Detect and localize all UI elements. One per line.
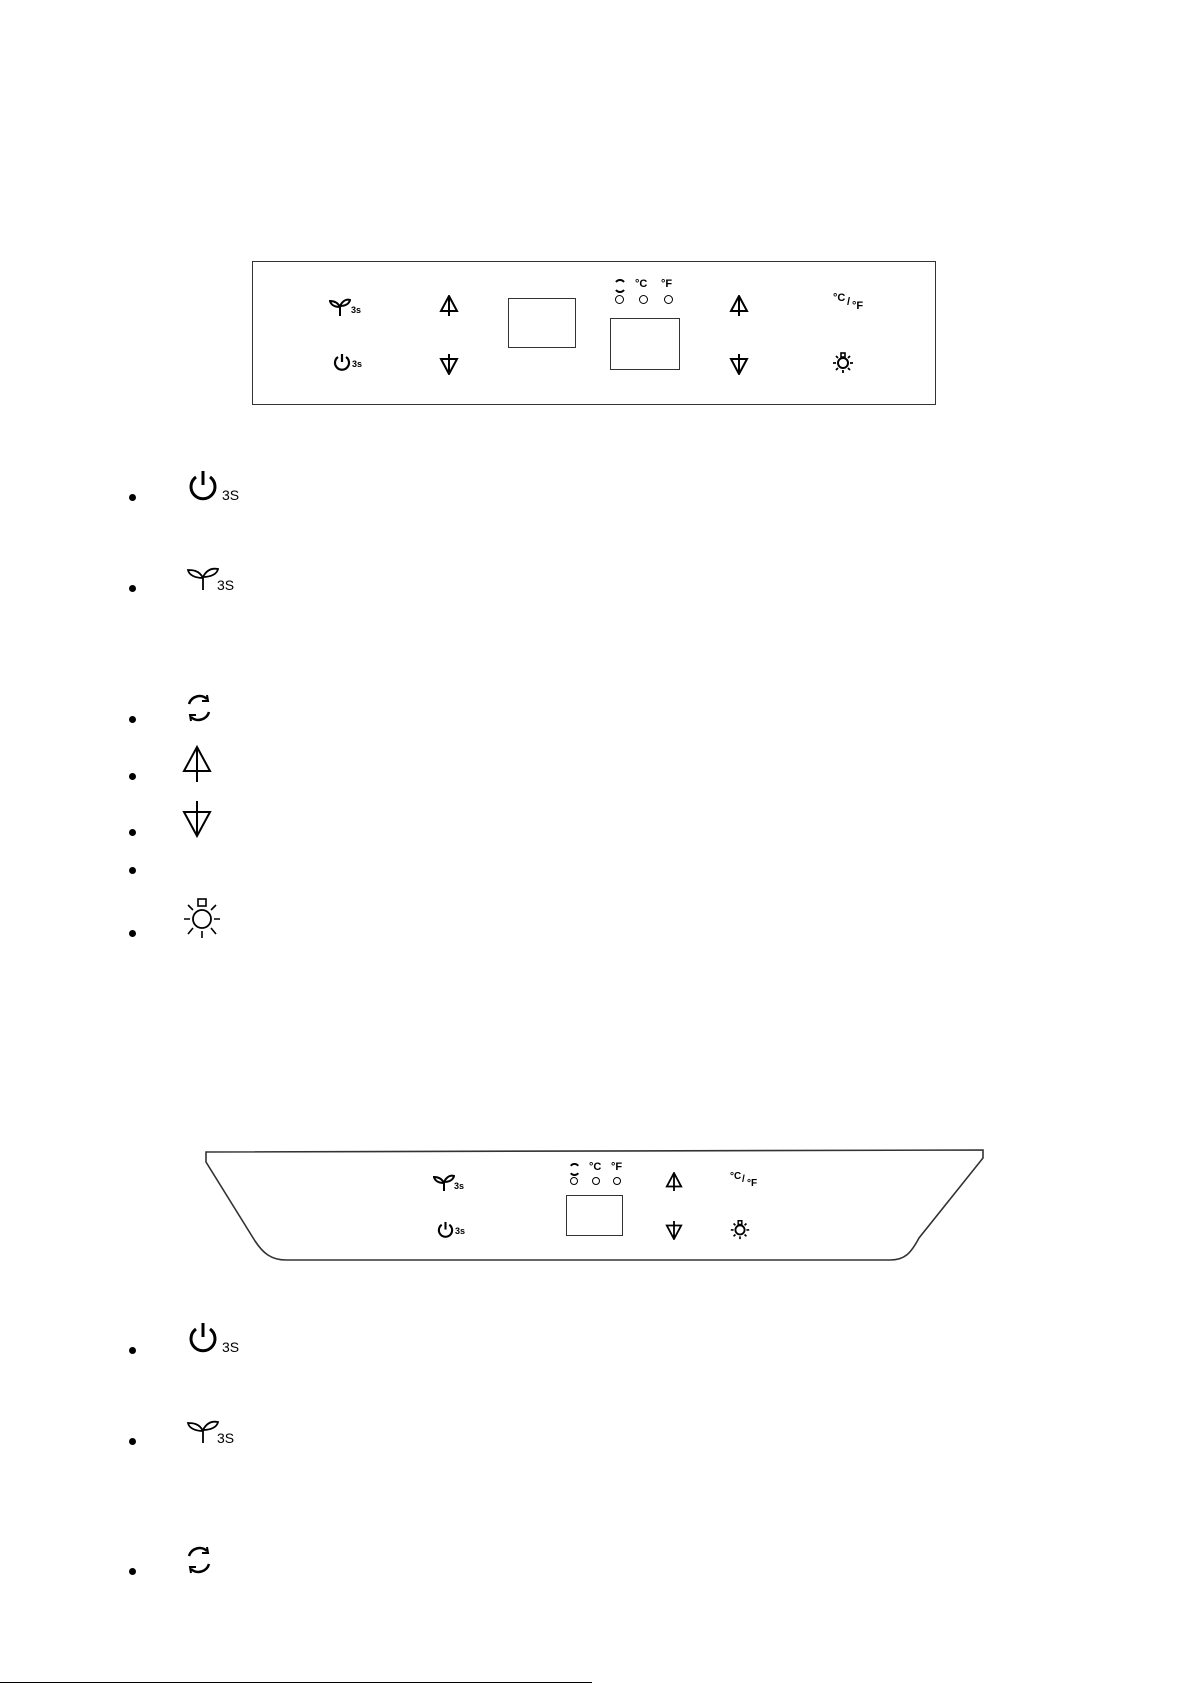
eco-3s-label-2: 3s (454, 1181, 465, 1191)
left-temp-down-button[interactable] (439, 353, 459, 375)
cycle-arrows-icon (184, 1545, 214, 1575)
list-bullet (129, 773, 136, 780)
unit-slash-label-2: / (742, 1174, 745, 1185)
list-bullet (129, 867, 136, 874)
temp-up-button-2[interactable] (665, 1172, 683, 1192)
control-panel-dual-zone (252, 261, 936, 405)
list-bullet (129, 1568, 136, 1575)
fahrenheit-led (664, 295, 673, 304)
down-arrow-icon (439, 353, 459, 375)
legend-power-2 (187, 1322, 219, 1354)
light-bulb-icon (183, 897, 221, 939)
legend-eco-2 (186, 1418, 220, 1444)
celsius-label: °C (635, 278, 648, 290)
up-arrow-icon (439, 295, 459, 317)
cycle-arrows-icon (184, 693, 214, 723)
power-icon (187, 1322, 219, 1354)
cycle-led (615, 295, 624, 304)
unit-f-label-2: °F (747, 1178, 758, 1189)
unit-f-label: °F (852, 300, 864, 312)
celsius-label-2: °C (589, 1161, 602, 1173)
zone-display-2 (566, 1195, 623, 1236)
eco-3s-label: 3s (351, 305, 362, 315)
list-bullet (129, 930, 136, 937)
list-bullet (129, 494, 136, 501)
temp-down-button-2[interactable] (665, 1220, 683, 1240)
legend-up (182, 745, 212, 783)
light-button[interactable] (831, 350, 855, 374)
sprout-icon (433, 1174, 455, 1192)
down-arrow-icon (729, 353, 749, 375)
right-zone-display (610, 318, 680, 370)
list-bullet (129, 1347, 136, 1354)
power-button[interactable] (333, 353, 377, 375)
light-bulb-icon (729, 1218, 751, 1240)
celsius-led (639, 295, 648, 304)
fahrenheit-led-2 (613, 1177, 621, 1185)
power-icon (187, 470, 219, 502)
power-3s-label: 3s (352, 359, 363, 369)
left-zone-display (508, 298, 576, 348)
light-button-2[interactable] (729, 1218, 751, 1240)
list-bullet (129, 585, 136, 592)
right-temp-down-button[interactable] (729, 353, 749, 375)
up-arrow-icon (665, 1172, 683, 1192)
power-button-2[interactable] (437, 1221, 481, 1241)
unit-c-label-2: °C (730, 1171, 742, 1182)
legend-power (187, 470, 219, 502)
sprout-icon (186, 565, 220, 591)
cycle-led-2 (570, 1177, 578, 1185)
eco-button-2[interactable] (433, 1174, 477, 1194)
sprout-icon (329, 297, 351, 317)
fahrenheit-label-2: °F (611, 1161, 623, 1173)
left-temp-up-button[interactable] (439, 295, 459, 317)
unit-toggle-button[interactable] (833, 294, 867, 318)
up-arrow-icon (729, 295, 749, 317)
eco-button[interactable] (329, 297, 373, 319)
light-bulb-icon (831, 350, 855, 374)
list-bullet (129, 829, 136, 836)
right-temp-up-button[interactable] (729, 295, 749, 317)
legend-down (182, 800, 212, 838)
down-arrow-icon (665, 1220, 683, 1240)
cycle-arrows-icon (568, 1163, 581, 1176)
power-icon (437, 1221, 454, 1238)
power-icon (333, 353, 351, 371)
bottom-rule (0, 1682, 592, 1683)
legend-eco (186, 565, 220, 591)
cycle-indicator-2 (568, 1163, 581, 1176)
list-bullet (129, 716, 136, 723)
legend-power-3s-2: 3S (222, 1339, 240, 1355)
down-arrow-icon (182, 800, 212, 838)
sprout-icon (186, 1418, 220, 1444)
legend-eco-3s: 3S (217, 577, 235, 593)
legend-cycle-2 (184, 1545, 214, 1575)
legend-eco-3s-2: 3S (217, 1430, 235, 1446)
legend-power-3s: 3S (222, 487, 240, 503)
legend-light (183, 897, 221, 939)
celsius-led-2 (592, 1177, 600, 1185)
fahrenheit-label: °F (661, 278, 673, 290)
unit-toggle-button-2[interactable] (730, 1172, 764, 1194)
list-bullet (129, 1438, 136, 1445)
cycle-indicator (613, 279, 627, 293)
cycle-arrows-icon (613, 279, 627, 293)
legend-cycle (184, 693, 214, 723)
unit-slash-label: / (847, 296, 851, 308)
power-3s-label-2: 3s (455, 1226, 466, 1236)
unit-c-label: °C (833, 292, 846, 304)
up-arrow-icon (182, 745, 212, 783)
